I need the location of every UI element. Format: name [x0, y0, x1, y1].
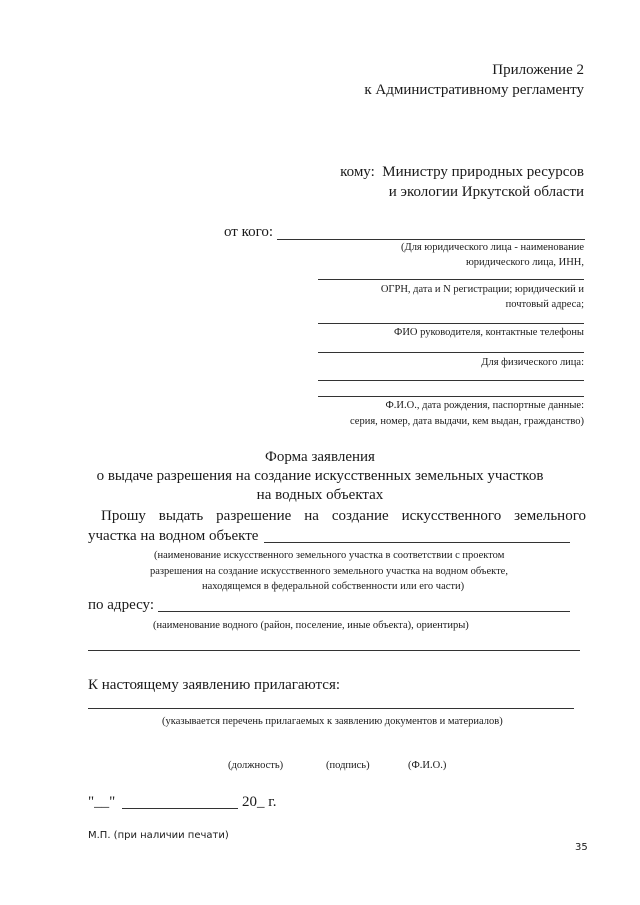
attachments-title: К настоящему заявлению прилагаются:	[88, 677, 341, 693]
request-word: разрешение	[216, 508, 292, 524]
sender-field-2[interactable]	[318, 279, 584, 280]
water-object-field[interactable]	[264, 542, 570, 543]
request-hint-1: (наименование искусственного земельного участка в соответствии с проектом	[154, 550, 505, 561]
date-day: "__"	[88, 794, 116, 810]
date-year: 20_ г.	[242, 794, 277, 810]
date-month-field[interactable]	[122, 808, 238, 809]
regulation-ref: к Административному регламенту	[364, 82, 584, 98]
sender-field-1[interactable]	[277, 239, 585, 240]
attachments-field[interactable]	[88, 708, 574, 709]
address-label: по адресу:	[88, 597, 155, 613]
request-hint-3: находящемся в федеральной собственности или его части)	[202, 581, 465, 592]
sender-hint-legal-5: ФИО руководителя, контактные телефоны	[394, 327, 584, 338]
form-subtitle-1: о выдаче разрешения на создание искусственных земельных участков	[96, 468, 544, 484]
recipient-line-2: и экологии Иркутской области	[388, 184, 584, 200]
request-word: Прошу	[101, 508, 146, 524]
request-word: создание	[331, 508, 389, 524]
sender-hint-legal-1: (Для юридического лица - наименование	[401, 242, 584, 253]
sender-hint-legal-3: ОГРН, дата и N регистрации; юридический и	[380, 284, 584, 295]
recipient-name: Министру природных ресурсов	[382, 164, 584, 180]
address-field[interactable]	[158, 611, 570, 612]
sender-field-4[interactable]	[318, 352, 584, 353]
attachments-hint: (указывается перечень прилагаемых к заявлению документов и материалов)	[162, 716, 503, 727]
sender-hint-person-1: Для физического лица:	[481, 357, 584, 368]
request-word: выдать	[158, 508, 204, 524]
request-word: искусственного	[401, 508, 502, 524]
request-word: на	[304, 508, 319, 524]
address-hint: (наименование водного (район, поселение, иные объекта), ориентиры)	[153, 620, 469, 631]
sender-hint-person-2: Ф.И.О., дата рождения, паспортные данные:	[385, 400, 584, 411]
sender-hint-person-3: серия, номер, дата выдачи, кем выдан, гражданство)	[350, 416, 584, 427]
request-line-1	[101, 508, 586, 525]
page-number: 35	[575, 842, 588, 853]
address-field-2[interactable]	[88, 650, 580, 651]
sender-field-3[interactable]	[318, 323, 584, 324]
sender-field-5[interactable]	[318, 380, 584, 381]
recipient-line-1	[340, 164, 584, 181]
stamp-note: М.П. (при наличии печати)	[88, 830, 229, 841]
request-line-2: участка на водном объекте	[88, 528, 259, 544]
signature-sign: (подпись)	[326, 760, 370, 771]
sender-hint-legal-4: почтовый адреса;	[505, 299, 584, 310]
recipient-label: кому:	[340, 164, 375, 180]
form-subtitle-2: на водных объектах	[256, 487, 384, 503]
signature-position: (должность)	[228, 760, 284, 771]
request-word: земельного	[514, 508, 586, 524]
request-hint-2: разрешения на создание искусственного земельного участка на водном объекте,	[150, 566, 508, 577]
sender-label: от кого:	[224, 224, 274, 240]
form-title: Форма заявления	[265, 449, 375, 465]
sender-field-6[interactable]	[318, 396, 584, 397]
signature-name: (Ф.И.О.)	[408, 760, 447, 771]
appendix-title: Приложение 2	[492, 62, 584, 78]
sender-hint-legal-2: юридического лица, ИНН,	[465, 257, 584, 268]
